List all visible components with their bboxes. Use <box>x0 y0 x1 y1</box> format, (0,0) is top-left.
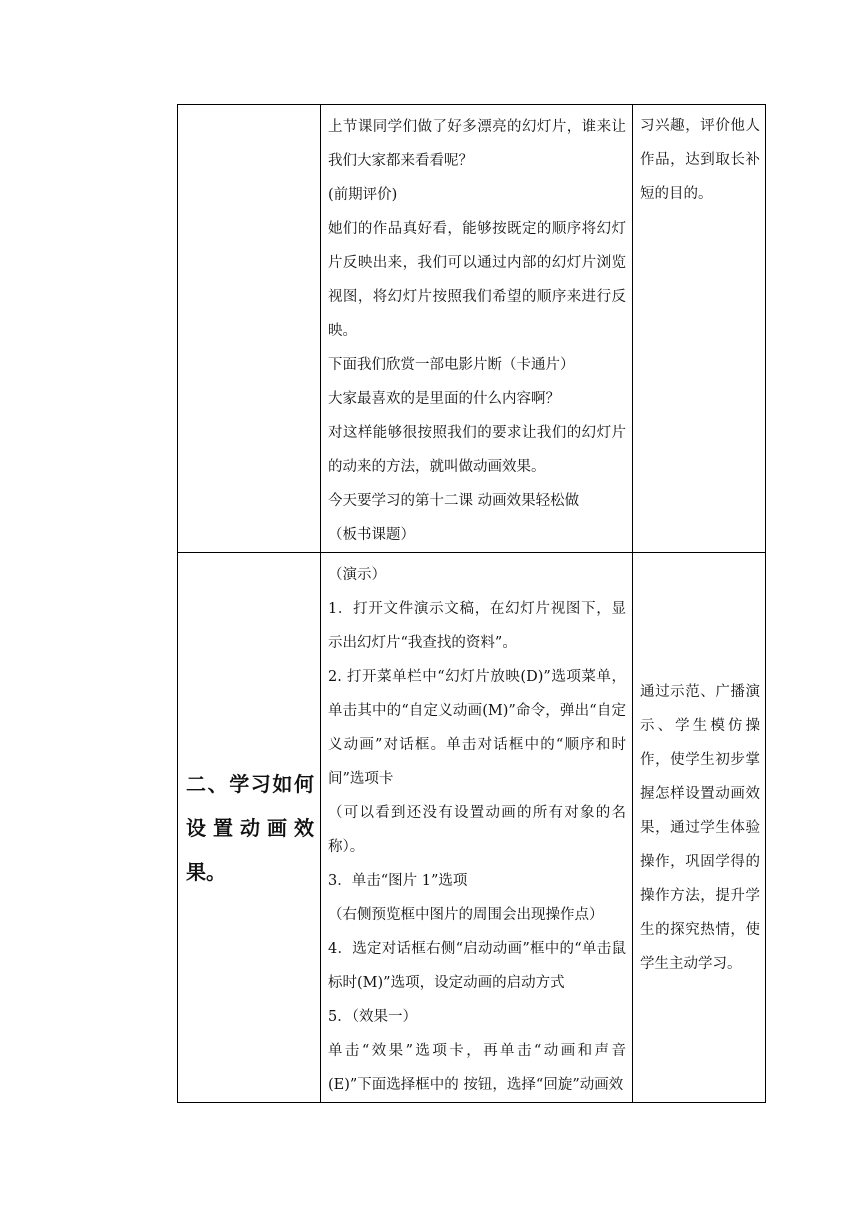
intent-cell: 习兴趣，评价他人作品，达到取长补短的目的。 <box>633 105 766 553</box>
text-paragraph: （右侧预览框中图片的周围会出现操作点） <box>328 907 604 923</box>
text-paragraph: (前期评价) <box>328 187 398 203</box>
text-paragraph: （可以看到还没有设置动画的所有对象的名称）。 <box>328 805 626 855</box>
intent-cell: 通过示范、广播演示、学生模仿操作，使学生初步掌握怎样设置动画效果，通过学生体验操作，巩固学得的操作方法，提升学生的探究热情，使学生主动学习。 <box>633 553 766 1103</box>
text-paragraph: 5．（效果一） <box>328 1009 417 1025</box>
text-paragraph: （板书课题） <box>328 527 415 543</box>
lesson-plan-table <box>177 104 766 1103</box>
stage-cell <box>178 105 321 553</box>
activity-cell <box>321 553 633 1103</box>
text-paragraph: 3．单击“图片 1”选项 <box>328 873 468 889</box>
text-paragraph: 4．选定对话框右侧“启动动画”框中的“单击鼠标时(M)”选项，设定动画的启动方式 <box>328 941 626 991</box>
table-row <box>178 553 766 1103</box>
text-paragraph: （演示） <box>328 567 386 583</box>
text-paragraph: 上节课同学们做了好多漂亮的幻灯片，谁来让我们大家都来看看呢？ <box>328 119 626 169</box>
text-paragraph: 她们的作品真好看，能够按既定的顺序将幻灯片反映出来，我们可以通过内部的幻灯片浏览视图，将幻灯片按照我们希望的顺序来进行反映。 <box>328 221 626 339</box>
text-paragraph: 单击“效果”选项卡，再单击“动画和声音(E)”下面选择框中的 按钮，选择“回旋”动画效 <box>328 1043 626 1093</box>
stage-title: 二、学习如何设置动画效果。 <box>178 553 321 1103</box>
table-row <box>178 105 766 553</box>
text-paragraph: 今天要学习的第十二课 动画效果轻松做 <box>328 493 580 509</box>
text-paragraph: 大家最喜欢的是里面的什么内容啊？ <box>328 391 560 407</box>
text-paragraph: 1．打开文件演示文稿，在幻灯片视图下，显示出幻灯片“我查找的资料”。 <box>328 601 626 651</box>
text-paragraph: 2. 打开菜单栏中“幻灯片放映(D)”选项菜单，单击其中的“自定义动画(M)”命令，弹出“自定义动画”对话框。单击对话框中的“顺序和时间”选项卡 <box>328 669 626 787</box>
text-paragraph: 下面我们欣赏一部电影片断（卡通片） <box>328 357 575 373</box>
activity-cell <box>321 105 633 553</box>
text-paragraph: 对这样能够很按照我们的要求让我们的幻灯片的动来的方法，就叫做动画效果。 <box>328 425 626 475</box>
